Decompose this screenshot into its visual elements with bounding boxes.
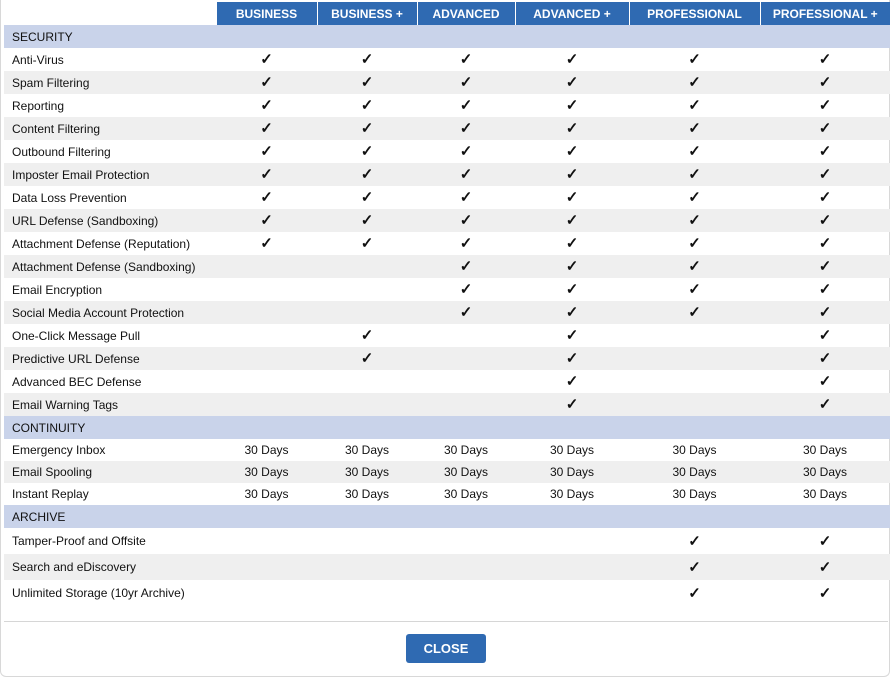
plan-cell [216, 163, 317, 186]
plan-cell [515, 209, 629, 232]
checkmark-icon: ✓ [688, 189, 701, 206]
checkmark-icon: ✓ [565, 143, 579, 160]
plan-cell [216, 186, 317, 209]
table-row [4, 94, 890, 117]
plan-cell [629, 232, 760, 255]
plan-cell [760, 370, 890, 393]
table-row [4, 209, 890, 232]
plan-cell: 30 Days [443, 443, 489, 457]
plan-cell [317, 580, 417, 606]
feature-label: Emergency Inbox [12, 443, 106, 457]
plan-cell [760, 232, 890, 255]
plan-cell: 30 Days [443, 487, 489, 501]
plan-cell: 30 Days [672, 465, 717, 479]
plan-cell [417, 117, 515, 140]
plan-cell [317, 255, 417, 278]
plan-cell [760, 94, 890, 117]
checkmark-icon: ✓ [818, 120, 832, 137]
checkmark-icon: ✓ [360, 74, 374, 91]
feature-label: Unlimited Storage (10yr Archive) [12, 586, 185, 600]
table-row [4, 140, 890, 163]
plan-cell [629, 255, 760, 278]
plan-cell [317, 48, 417, 71]
column-header-professional: PROFESSIONAL [629, 2, 760, 25]
plan-cell [515, 117, 629, 140]
plan-cell [760, 48, 890, 71]
checkmark-icon: ✓ [360, 120, 374, 137]
feature-label: Search and eDiscovery [12, 560, 137, 574]
checkmark-icon: ✓ [688, 51, 701, 68]
checkmark-icon: ✓ [688, 97, 701, 114]
table-row [4, 461, 890, 483]
checkmark-icon: ✓ [818, 584, 832, 602]
plan-cell [515, 580, 629, 606]
checkmark-icon: ✓ [565, 74, 579, 91]
feature-label: Anti-Virus [12, 52, 64, 67]
feature-label: Email Warning Tags [12, 397, 119, 412]
plan-cell: 30 Days [802, 487, 848, 501]
checkmark-icon: ✓ [459, 74, 473, 91]
plan-cell [629, 324, 760, 347]
table-row [4, 324, 890, 347]
checkmark-icon: ✓ [260, 212, 273, 229]
plan-cell: 30 Days [244, 487, 289, 501]
plan-cell [629, 209, 760, 232]
plan-cell: 30 Days [672, 443, 717, 457]
checkmark-icon: ✓ [688, 304, 701, 321]
feature-label: Outbound Filtering [12, 144, 111, 159]
checkmark-icon: ✓ [688, 281, 701, 298]
table-row [4, 48, 890, 71]
plan-cell: 30 Days [672, 487, 717, 501]
section-header-archive [4, 505, 890, 528]
table-row [4, 393, 890, 416]
checkmark-icon: ✓ [459, 143, 473, 160]
plan-cell [760, 186, 890, 209]
plan-cell [760, 301, 890, 324]
section-header-continuity [4, 416, 890, 439]
checkmark-icon: ✓ [260, 189, 273, 206]
plan-cell [216, 324, 317, 347]
checkmark-icon: ✓ [688, 558, 701, 576]
plan-cell [216, 370, 317, 393]
plan-cell [417, 94, 515, 117]
plan-cell [417, 324, 515, 347]
checkmark-icon: ✓ [565, 97, 579, 114]
checkmark-icon: ✓ [360, 327, 374, 344]
column-header-professional-plus: PROFESSIONAL + [760, 2, 890, 25]
feature-label: Predictive URL Defense [12, 351, 140, 366]
checkmark-icon: ✓ [565, 235, 579, 252]
table-header-row [4, 2, 890, 25]
checkmark-icon: ✓ [459, 51, 473, 68]
plan-cell [629, 48, 760, 71]
checkmark-icon: ✓ [260, 166, 273, 183]
plan-cell [760, 393, 890, 416]
plan-cell [629, 580, 760, 606]
checkmark-icon: ✓ [818, 304, 832, 321]
checkmark-icon: ✓ [360, 189, 374, 206]
plan-cell [629, 393, 760, 416]
checkmark-icon: ✓ [459, 235, 473, 252]
checkmark-icon: ✓ [688, 532, 701, 550]
table-row [4, 370, 890, 393]
plan-cell [417, 370, 515, 393]
table-row [4, 186, 890, 209]
checkmark-icon: ✓ [818, 74, 832, 91]
plan-cell [515, 163, 629, 186]
plan-cell [515, 301, 629, 324]
plan-cell [515, 528, 629, 554]
plan-cell [216, 209, 317, 232]
table-row [4, 347, 890, 370]
plan-cell [515, 48, 629, 71]
plan-cell: 30 Days [802, 465, 848, 479]
plan-cell [317, 140, 417, 163]
plan-cell [216, 347, 317, 370]
checkmark-icon: ✓ [818, 327, 832, 344]
plan-cell [216, 528, 317, 554]
table-row [4, 528, 890, 554]
checkmark-icon: ✓ [688, 120, 701, 137]
plan-cell [216, 71, 317, 94]
checkmark-icon: ✓ [688, 258, 701, 275]
checkmark-icon: ✓ [360, 235, 374, 252]
section-title: SECURITY [4, 25, 890, 48]
plan-cell [629, 278, 760, 301]
checkmark-icon: ✓ [565, 120, 579, 137]
plan-cell [515, 554, 629, 580]
feature-label: Social Media Account Protection [12, 305, 185, 320]
plan-cell [417, 278, 515, 301]
checkmark-icon: ✓ [818, 51, 832, 68]
feature-label: Content Filtering [12, 121, 101, 136]
checkmark-icon: ✓ [459, 166, 473, 183]
checkmark-icon: ✓ [818, 166, 832, 183]
checkmark-icon: ✓ [565, 396, 579, 413]
plan-cell [317, 232, 417, 255]
plan-cell [629, 528, 760, 554]
table-row [4, 439, 890, 461]
checkmark-icon: ✓ [260, 51, 273, 68]
checkmark-icon: ✓ [818, 373, 832, 390]
plan-cell [760, 324, 890, 347]
checkmark-icon: ✓ [818, 350, 832, 367]
checkmark-icon: ✓ [260, 97, 273, 114]
plan-cell: 30 Days [344, 487, 390, 501]
column-header-business: BUSINESS [216, 2, 317, 25]
checkmark-icon: ✓ [688, 74, 701, 91]
plan-cell [515, 278, 629, 301]
checkmark-icon: ✓ [565, 327, 579, 344]
plan-cell [760, 209, 890, 232]
plan-cell [515, 140, 629, 163]
close-button[interactable]: CLOSE [406, 634, 486, 663]
plan-cell [317, 209, 417, 232]
feature-label: Spam Filtering [12, 75, 90, 90]
plan-cell: 30 Days [549, 487, 595, 501]
plan-cell: 30 Days [549, 465, 595, 479]
feature-label: Email Encryption [12, 282, 103, 297]
plan-comparison-table [4, 2, 890, 606]
checkmark-icon: ✓ [459, 120, 473, 137]
checkmark-icon: ✓ [688, 584, 701, 602]
plan-cell [417, 580, 515, 606]
plan-cell [417, 71, 515, 94]
plan-cell [515, 393, 629, 416]
plan-cell [760, 163, 890, 186]
table-row [4, 554, 890, 580]
checkmark-icon: ✓ [818, 258, 832, 275]
checkmark-icon: ✓ [688, 212, 701, 229]
checkmark-icon: ✓ [459, 212, 473, 229]
plan-cell [515, 232, 629, 255]
checkmark-icon: ✓ [459, 97, 473, 114]
plan-cell [629, 117, 760, 140]
plan-cell [216, 278, 317, 301]
plan-cell [629, 94, 760, 117]
checkmark-icon: ✓ [818, 281, 832, 298]
table-row [4, 255, 890, 278]
plan-cell [317, 186, 417, 209]
plan-cell [515, 347, 629, 370]
table-row [4, 232, 890, 255]
plan-cell [629, 347, 760, 370]
plan-cell [317, 393, 417, 416]
plan-cell [417, 347, 515, 370]
plan-cell [317, 324, 417, 347]
plan-cell [629, 163, 760, 186]
plan-cell [417, 209, 515, 232]
plan-cell: 30 Days [244, 465, 289, 479]
plan-cell [317, 278, 417, 301]
plan-cell [760, 117, 890, 140]
table-body [4, 25, 890, 606]
plan-cell [417, 163, 515, 186]
plan-cell [216, 554, 317, 580]
feature-label: Imposter Email Protection [12, 167, 150, 182]
checkmark-icon: ✓ [360, 97, 374, 114]
table-row [4, 278, 890, 301]
plan-cell [216, 255, 317, 278]
column-header-advanced-plus: ADVANCED + [515, 2, 629, 25]
checkmark-icon: ✓ [818, 558, 832, 576]
checkmark-icon: ✓ [459, 281, 473, 298]
plan-cell [317, 528, 417, 554]
feature-label: Advanced BEC Defense [12, 374, 142, 389]
plan-cell [317, 163, 417, 186]
feature-label: Data Loss Prevention [12, 190, 127, 205]
checkmark-icon: ✓ [459, 189, 473, 206]
plan-cell [216, 140, 317, 163]
feature-label: Attachment Defense (Sandboxing) [12, 259, 196, 274]
plan-cell [317, 554, 417, 580]
plan-cell [629, 186, 760, 209]
plan-cell [417, 393, 515, 416]
plan-cell: 30 Days [344, 443, 390, 457]
column-header-advanced: ADVANCED [417, 2, 515, 25]
plan-cell [317, 301, 417, 324]
plan-cell: 30 Days [443, 465, 489, 479]
checkmark-icon: ✓ [360, 350, 374, 367]
feature-label: One-Click Message Pull [12, 328, 141, 343]
plan-cell [515, 255, 629, 278]
checkmark-icon: ✓ [818, 97, 832, 114]
plan-cell [515, 324, 629, 347]
checkmark-icon: ✓ [360, 166, 374, 183]
plan-cell [216, 580, 317, 606]
section-title: CONTINUITY [4, 416, 890, 439]
plan-cell [760, 528, 890, 554]
checkmark-icon: ✓ [459, 258, 473, 275]
plan-cell [216, 94, 317, 117]
plan-cell [317, 117, 417, 140]
plan-cell [629, 370, 760, 393]
table-row [4, 163, 890, 186]
checkmark-icon: ✓ [688, 143, 701, 160]
section-title: ARCHIVE [4, 505, 890, 528]
plan-cell [216, 232, 317, 255]
plan-cell [515, 71, 629, 94]
checkmark-icon: ✓ [565, 189, 579, 206]
plan-cell [216, 301, 317, 324]
feature-label: Email Spooling [12, 465, 93, 479]
checkmark-icon: ✓ [818, 189, 832, 206]
table-row [4, 483, 890, 505]
plan-cell [515, 94, 629, 117]
plan-cell [417, 48, 515, 71]
plan-cell [629, 554, 760, 580]
footer-divider [4, 621, 888, 622]
checkmark-icon: ✓ [565, 258, 579, 275]
checkmark-icon: ✓ [260, 143, 273, 160]
plan-cell [317, 94, 417, 117]
checkmark-icon: ✓ [360, 212, 374, 229]
checkmark-icon: ✓ [565, 304, 579, 321]
checkmark-icon: ✓ [565, 166, 579, 183]
feature-label: Attachment Defense (Reputation) [12, 236, 191, 251]
plan-cell [760, 278, 890, 301]
checkmark-icon: ✓ [260, 74, 273, 91]
plan-cell [417, 301, 515, 324]
plan-cell [629, 301, 760, 324]
checkmark-icon: ✓ [818, 235, 832, 252]
checkmark-icon: ✓ [459, 304, 473, 321]
plan-cell [417, 186, 515, 209]
plan-cell [760, 71, 890, 94]
feature-label: Tamper-Proof and Offsite [12, 534, 146, 548]
plan-cell [417, 554, 515, 580]
checkmark-icon: ✓ [565, 281, 579, 298]
plan-cell [629, 71, 760, 94]
feature-label: Reporting [12, 98, 65, 113]
checkmark-icon: ✓ [565, 350, 579, 367]
checkmark-icon: ✓ [818, 143, 832, 160]
checkmark-icon: ✓ [818, 532, 832, 550]
plan-cell [760, 255, 890, 278]
feature-label: Instant Replay [12, 487, 89, 501]
plan-cell [417, 255, 515, 278]
plan-cell [417, 232, 515, 255]
checkmark-icon: ✓ [688, 166, 701, 183]
column-header-business-plus: BUSINESS + [317, 2, 417, 25]
checkmark-icon: ✓ [260, 120, 273, 137]
plan-cell [629, 140, 760, 163]
checkmark-icon: ✓ [360, 143, 374, 160]
section-header-security [4, 25, 890, 48]
plan-cell [417, 528, 515, 554]
plan-cell: 30 Days [244, 443, 289, 457]
plan-cell [515, 186, 629, 209]
plan-cell [317, 347, 417, 370]
table-row [4, 580, 890, 606]
plan-cell [760, 347, 890, 370]
checkmark-icon: ✓ [818, 396, 832, 413]
plan-cell [760, 140, 890, 163]
plan-cell [216, 117, 317, 140]
plan-cell [216, 393, 317, 416]
plan-cell [417, 140, 515, 163]
checkmark-icon: ✓ [565, 51, 579, 68]
plan-cell: 30 Days [344, 465, 390, 479]
table-row [4, 71, 890, 94]
plan-cell [760, 580, 890, 606]
table-row [4, 301, 890, 324]
checkmark-icon: ✓ [688, 235, 701, 252]
checkmark-icon: ✓ [260, 235, 273, 252]
plan-cell: 30 Days [549, 443, 595, 457]
checkmark-icon: ✓ [565, 212, 579, 229]
plan-cell [515, 370, 629, 393]
checkmark-icon: ✓ [818, 212, 832, 229]
table-row [4, 117, 890, 140]
plan-cell [317, 370, 417, 393]
checkmark-icon: ✓ [360, 51, 374, 68]
header-blank-cell [4, 2, 216, 25]
plan-cell [317, 71, 417, 94]
plan-cell: 30 Days [802, 443, 848, 457]
plan-cell [216, 48, 317, 71]
checkmark-icon: ✓ [565, 373, 579, 390]
feature-label: URL Defense (Sandboxing) [12, 213, 159, 228]
plan-cell [760, 554, 890, 580]
